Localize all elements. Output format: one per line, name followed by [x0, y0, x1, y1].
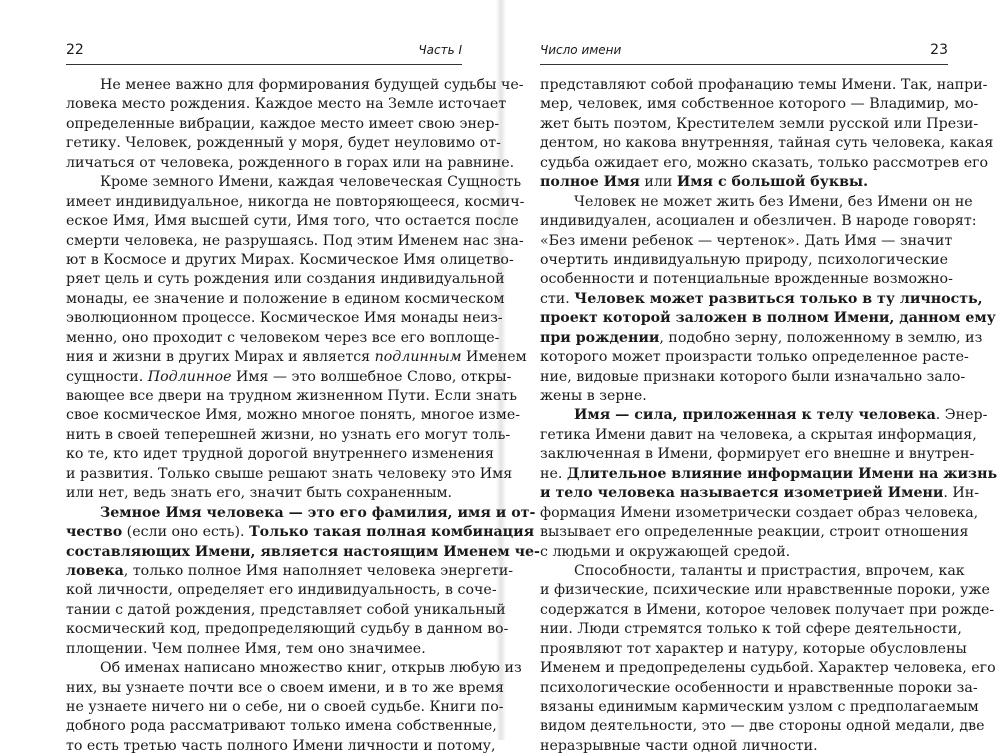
- text-run: неразрывные части одной личности.: [540, 737, 818, 754]
- text-run: добного рода рассматривают только имена собственные,: [66, 718, 497, 735]
- text-line: [540, 445, 975, 464]
- text-line: [540, 348, 969, 367]
- text-line: [66, 426, 511, 445]
- bold-text: Человек может развиться только в ту личность,: [574, 290, 983, 307]
- text-line: [66, 76, 524, 95]
- text-run: индивидуален, асоциален и обезличен. В народе говорят:: [540, 213, 977, 230]
- text-run: ния и жизни в других Мирах и является: [66, 349, 375, 366]
- text-run: монады, ее значение и положение в едином космическом: [66, 290, 505, 307]
- text-line: [540, 76, 988, 95]
- text-run: жены в зерне.: [540, 388, 647, 404]
- text-line: [540, 154, 989, 173]
- text-run: сущности.: [66, 368, 148, 385]
- bold-text: при рождении: [540, 329, 660, 346]
- text-run: определенные вибрации, каждое место имеет свою энер-: [66, 115, 500, 132]
- bold-text: составляющих Имени, является настоящим Именем че-: [66, 543, 540, 560]
- text-run: Именем и предопределены судьбой. Характер человека, его: [540, 660, 996, 677]
- text-line: [66, 368, 512, 387]
- text-line: [540, 309, 996, 328]
- text-run: «Без имени ребенок — чертенок». Дать Имя — значит: [540, 232, 953, 249]
- text-run: сти.: [540, 290, 575, 307]
- text-line: [540, 484, 980, 503]
- text-run: еское Имя, Имя высшей сути, Имя того, что остается после: [66, 213, 519, 230]
- text-line: [66, 465, 513, 484]
- text-line: [66, 504, 536, 523]
- text-run: судьба ожидает его, можно сказать, только рассмотрев его: [540, 154, 989, 171]
- text-run: Способности, таланты и пристрастия, впрочем, как: [574, 562, 965, 579]
- text-run: содержатся в Имени, которое человек получает при рожде-: [540, 601, 995, 618]
- bold-text: и тело человека называется изометрией Имени: [540, 485, 944, 502]
- text-line: [540, 193, 973, 212]
- bold-text: проект которой заложен в полном Имени, данном ему: [540, 310, 996, 327]
- text-line: [540, 426, 977, 445]
- text-line: [540, 115, 979, 134]
- text-line: [540, 387, 948, 406]
- text-run: ют в Космосе и других Мирах. Космическое Имя олицетво-: [66, 251, 514, 268]
- bold-text: Земное Имя человека — это его фамилия, имя и от-: [100, 504, 536, 521]
- text-run: площении. Чем полнее Имя, тем оно значимее.: [66, 640, 426, 657]
- bold-text: чество: [66, 524, 123, 541]
- text-line: [540, 251, 948, 270]
- right-running-title: Число имени: [540, 43, 622, 57]
- text-line: [66, 232, 524, 251]
- text-run: с людьми и окружающей средой.: [540, 543, 791, 560]
- text-run: ловека место рождения. Каждое место на Земле источает: [66, 96, 507, 113]
- bold-text: ловека: [66, 562, 124, 579]
- bold-text: полное Имя: [540, 174, 640, 191]
- text-run: и физические, психические или нравственные пороки, уже: [540, 582, 990, 599]
- text-run: заключенная в Имени, формирует его внешне и внутрен-: [540, 446, 975, 463]
- text-line: [66, 406, 521, 425]
- text-run: Не менее важно для формирования будущей судьбы че-: [100, 77, 524, 93]
- text-run: личаться от человека, рожденного в горах или на равнине.: [66, 154, 515, 171]
- text-line: [66, 679, 504, 698]
- text-line: [540, 640, 967, 659]
- text-line: [66, 484, 462, 503]
- text-run: психологические особенности и нравственные пороки за-: [540, 679, 978, 696]
- text-line: [540, 212, 977, 231]
- left-running-head: [66, 40, 462, 65]
- text-run: , только полное Имя наполняет человека энергети-: [123, 562, 514, 579]
- text-line: [540, 737, 948, 756]
- text-line: [540, 620, 962, 639]
- text-line: [66, 251, 514, 270]
- text-line: [66, 581, 497, 600]
- text-run: , подобно зерну, положенному в землю, из: [659, 329, 983, 346]
- text-run: не узнаете ничего ни о себе, ни о своей судьбе. Книги по-: [66, 699, 504, 715]
- text-line: [540, 562, 965, 581]
- text-line: [540, 581, 990, 600]
- text-line: [66, 270, 505, 289]
- text-run: кой личности, определяет его индивидуальность, в соче-: [66, 582, 497, 599]
- text-line: [66, 329, 500, 348]
- text-line: [540, 232, 953, 251]
- text-run: (если оно есть).: [122, 524, 250, 541]
- text-line: [540, 406, 988, 425]
- text-line: [66, 523, 535, 542]
- bold-text: Только такая полная комбинация: [249, 524, 535, 541]
- text-line: [540, 270, 953, 289]
- text-line: [540, 679, 978, 698]
- text-line: [66, 737, 496, 756]
- text-line: [540, 368, 966, 387]
- text-run: космический код, предопределяющий судьбу в данном во-: [66, 621, 509, 638]
- text-run: вающее все двери на трудном жизненном Пути. Если знать: [66, 388, 517, 404]
- text-line: [540, 601, 995, 620]
- text-run: Об именах написано множество книг, открыв любую из: [100, 660, 522, 677]
- text-line: [540, 523, 969, 542]
- text-line: [66, 640, 462, 659]
- text-run: гетика Имени давит на человека, а скрытая информация,: [540, 426, 977, 443]
- left-page-number: 22: [66, 42, 84, 58]
- text-run: ряет цель и суть рождения или создания индивидуальной: [66, 271, 505, 288]
- text-run: эволюционном процессе. Космическое Имя монады неиз-: [66, 310, 503, 327]
- text-line: [66, 601, 506, 620]
- text-run: видом деятельности, это — две стороны одной медали, две: [540, 718, 985, 735]
- text-run: мер, человек, имя собственное которого — Владимир, мо-: [540, 96, 979, 113]
- text-run: них, вы узнаете почти все о своем имени, и в то же время: [66, 679, 504, 696]
- text-run: не.: [540, 465, 567, 482]
- text-line: [540, 95, 979, 114]
- text-run: ние, видовые признаки которого были изначально зало-: [540, 368, 966, 385]
- text-run: Именем: [461, 349, 527, 366]
- text-line: [66, 620, 509, 639]
- text-line: [66, 445, 494, 464]
- text-line: [66, 193, 525, 212]
- text-run: или: [639, 174, 677, 191]
- bold-text: Имя — сила, приложенная к телу человека: [574, 407, 936, 424]
- text-line: [66, 154, 515, 173]
- text-line: [540, 717, 985, 736]
- text-run: свое космическое Имя, можно многое понять, многое изме-: [66, 407, 521, 424]
- text-run: жет быть поэтом, Крестителем земли русской или Прези-: [540, 115, 979, 132]
- text-run: то есть третью часть полного Имени личности и потому,: [66, 737, 496, 754]
- text-line: [66, 698, 504, 717]
- text-line: [540, 504, 979, 523]
- right-page-body: [540, 76, 998, 756]
- text-line: [66, 659, 522, 678]
- text-line: [540, 465, 998, 484]
- text-line: [540, 659, 996, 678]
- text-run: Имя — это волшебное Слово, откры-: [231, 368, 512, 385]
- text-run: имеет индивидуальное, никогда не повторяющееся, космич-: [66, 193, 525, 210]
- text-line: [540, 173, 948, 192]
- text-line: [66, 115, 500, 134]
- right-running-head: [540, 40, 948, 65]
- text-line: [66, 717, 497, 736]
- text-run: . Ин-: [943, 485, 980, 502]
- text-run: смерти человека, не разрушаясь. Под этим Именем нас зна-: [66, 232, 524, 249]
- text-line: [66, 173, 522, 192]
- italic-text: подлинным: [374, 349, 462, 366]
- text-line: [540, 543, 948, 562]
- text-run: тании с датой рождения, представляет собой уникальный: [66, 601, 506, 618]
- text-line: [66, 562, 514, 581]
- text-line: [66, 95, 507, 114]
- text-run: особенности и потенциальные врожденные возможно-: [540, 271, 953, 288]
- text-run: очертить индивидуальную природу, психологические: [540, 251, 948, 268]
- text-run: вязаны единимым кармическим узлом с предполагаемым: [540, 699, 979, 715]
- text-line: [66, 134, 501, 153]
- text-run: вызывает его определенные реакции, строит отношения: [540, 524, 969, 541]
- right-page-number: 23: [930, 42, 948, 58]
- italic-text: Подлинное: [147, 368, 232, 385]
- text-run: нить в своей теперешней жизни, но узнать его могут толь-: [66, 426, 511, 443]
- text-line: [540, 329, 983, 348]
- text-run: и развития. Только свыше решают знать человеку это Имя: [66, 465, 513, 482]
- text-line: [66, 290, 505, 309]
- text-run: или нет, ведь знать его, значит быть сохраненным.: [66, 485, 453, 502]
- bold-text: Имя с большой буквы.: [676, 174, 869, 191]
- text-run: представляют собой профанацию темы Имени. Так, напри-: [540, 77, 988, 93]
- text-line: [66, 309, 503, 328]
- text-line: [540, 134, 994, 153]
- text-run: нии. Люди стремятся только к той сфере деятельности,: [540, 621, 962, 638]
- text-line: [66, 543, 540, 562]
- text-line: [66, 212, 519, 231]
- text-line: [66, 387, 517, 406]
- text-run: Человек не может жить без Имени, без Имени он не: [574, 193, 973, 210]
- text-run: ко те, кто идет трудной дорогой внутреннего изменения: [66, 446, 494, 463]
- text-run: . Энер-: [935, 407, 988, 424]
- left-running-title: Часть I: [418, 43, 462, 57]
- text-run: дентом, но какова внутренняя, тайная суть человека, какая: [540, 135, 994, 152]
- text-run: Кроме земного Имени, каждая человеческая Сущность: [100, 174, 522, 191]
- text-line: [540, 698, 979, 717]
- text-line: [66, 348, 527, 367]
- left-page-body: [66, 76, 540, 756]
- text-run: формация Имени изометрически создает образ человека,: [540, 504, 979, 521]
- text-line: [540, 290, 983, 309]
- text-run: менно, оно проходит с человеком через все его воплоще-: [66, 329, 500, 346]
- text-run: гетику. Человек, рожденный у моря, будет неуловимо от-: [66, 135, 501, 152]
- text-run: проявляют тот характер и натуру, которые обусловлены: [540, 640, 967, 657]
- bold-text: Длительное влияние информации Имени на жизнь: [566, 465, 998, 482]
- text-run: которого может произрасти только определенное расте-: [540, 349, 969, 366]
